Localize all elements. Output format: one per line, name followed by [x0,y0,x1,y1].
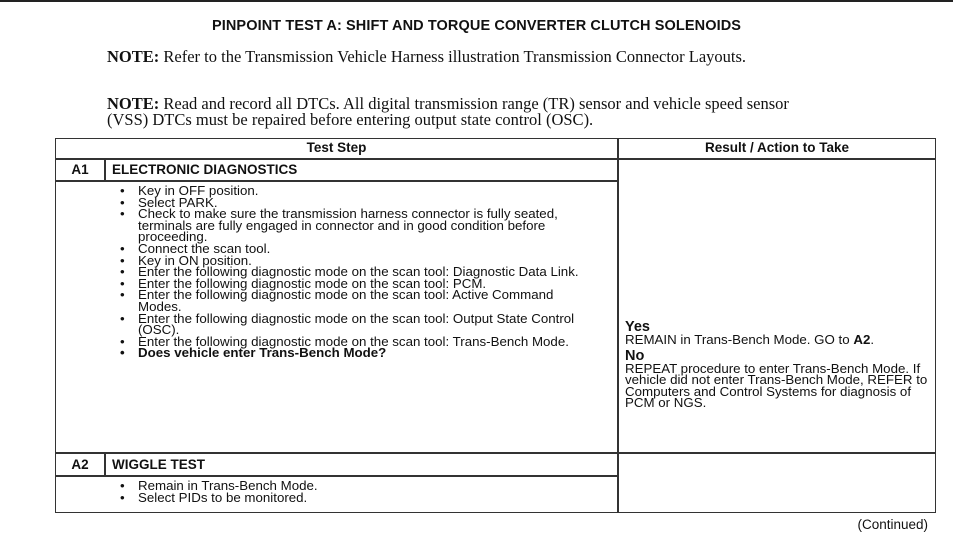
note-label: NOTE: [107,94,160,113]
list-item: • Enter the following diagnostic mode on the scan tool: Trans-Bench Mode. [113,336,593,348]
goto-a2-link[interactable]: A2 [853,332,871,347]
divider [617,139,619,512]
result-yes-label: Yes [625,319,650,335]
result-a1 [625,320,930,409]
result-no-text: REPEAT procedure to enter Trans-Bench Mode. If vehicle did not enter Trans-Bench Mode, REFER to Computers and Control Systems for diagnosis of PCM or NGS. [625,360,928,411]
result-yes-text [625,334,930,346]
divider [56,180,617,182]
list-item: • Enter the following diagnostic mode on the scan tool: Output State Control (OSC). [113,313,593,336]
list-item: • Select PARK. [113,197,593,209]
step-number-a1: A1 [71,162,89,177]
period: . [870,332,875,347]
step-title-a2: WIGGLE TEST [112,457,205,472]
divider [104,452,106,475]
step-number-a2: A2 [71,457,89,472]
note-text: Read and record all DTCs. All digital transmission range (TR) sensor and vehicle speed sensor (VSS) DTCs must be repaired before entering output state control (OSC). [107,94,789,129]
note-connector-layouts [107,49,746,65]
header-test-step: Test Step [306,140,367,155]
step-title-a1: ELECTRONIC DIAGNOSTICS [112,162,298,177]
list-item: • Key in ON position. [113,255,593,267]
pinpoint-test-table [55,138,936,513]
list-item: • Check to make sure the transmission harness connector is fully seated, terminals are fully engaged in connector and in good condition before proceeding. [113,208,593,243]
list-item: • Key in OFF position. [113,185,593,197]
result-no-label: No [625,347,645,364]
list-item: • Connect the scan tool. [113,243,593,255]
note-text: Refer to the Transmission Vehicle Harness illustration Transmission Connector Layouts. [159,47,747,66]
list-item: • Remain in Trans-Bench Mode. [113,480,593,492]
continued-label: (Continued) [857,517,928,532]
list-item: • Enter the following diagnostic mode on the scan tool: Diagnostic Data Link. [113,266,593,278]
divider [56,475,617,477]
top-rule [0,0,953,2]
divider [104,158,106,180]
divider [56,158,935,160]
step-a2-list [113,480,593,503]
step-a1-list [113,185,593,359]
note-dtcs [107,96,827,128]
list-item: • Enter the following diagnostic mode on the scan tool: PCM. [113,278,593,290]
page-title: PINPOINT TEST A: SHIFT AND TORQUE CONVERTER CLUTCH SOLENOIDS [211,18,742,34]
header-result-action: Result / Action to Take [704,140,850,155]
list-item: • Enter the following diagnostic mode on the scan tool: Active Command Modes. [113,289,593,312]
note-label: NOTE: [107,47,160,66]
question: • Does vehicle enter Trans-Bench Mode? [113,347,593,359]
divider [56,452,935,454]
yes-action: REMAIN in Trans-Bench Mode. GO to [625,332,854,347]
list-item: • Select PIDs to be monitored. [113,492,593,504]
